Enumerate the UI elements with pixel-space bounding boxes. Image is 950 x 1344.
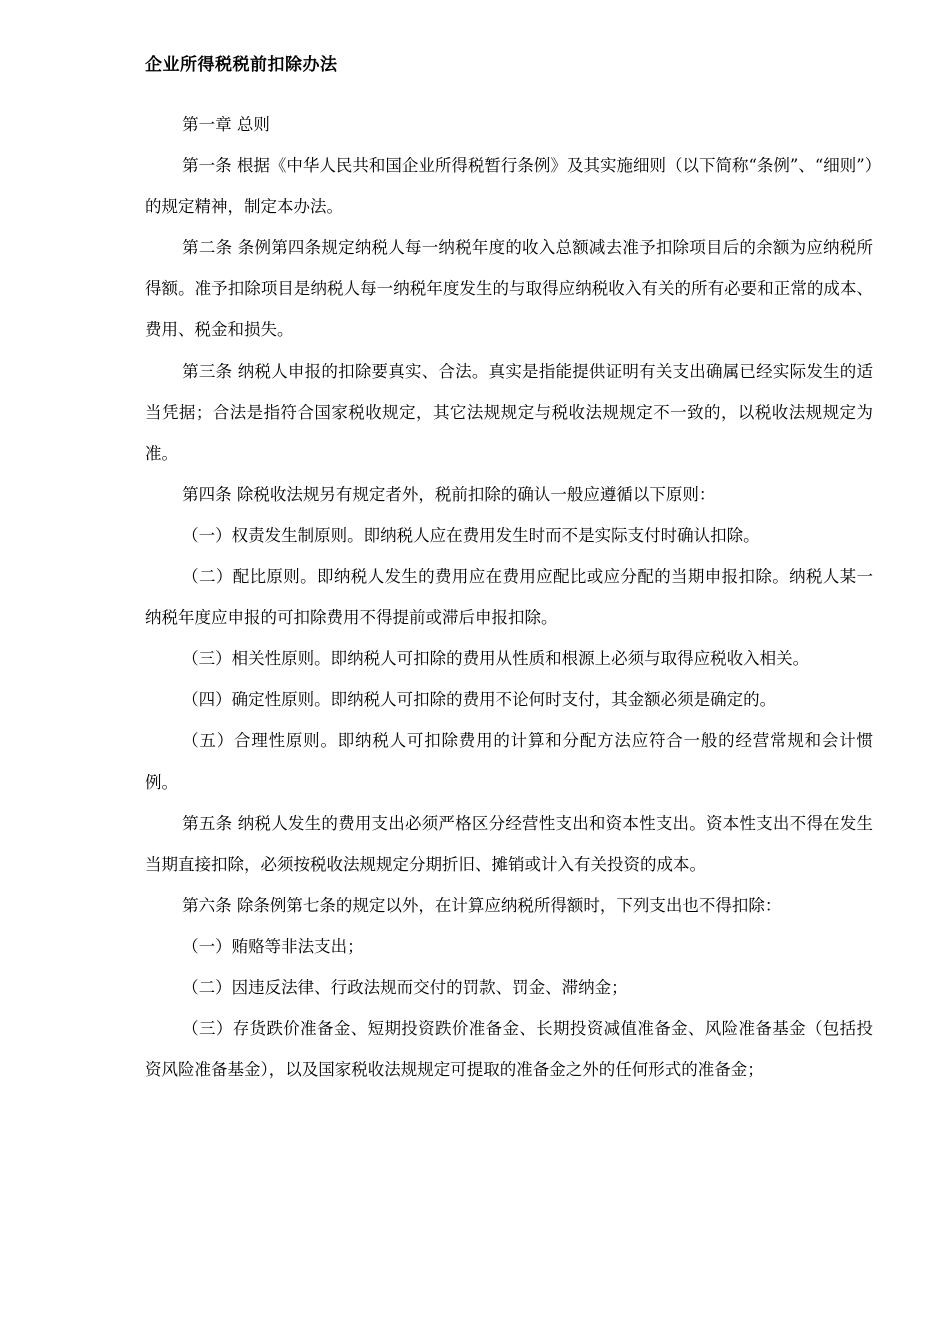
article-4-item-3: （三）相关性原则。即纳税人可扣除的费用从性质和根源上必须与取得应税收入相关。 (182, 649, 810, 669)
document-body (145, 104, 873, 1090)
article-6-item-3: （三）存货跌价准备金、短期投资跌价准备金、长期投资减值准备金、风险准备基金（包括投资风险准备基金），以及国家税收法规规定可提取的准备金之外的任何形式的准备金； (145, 1019, 873, 1080)
article-6-item-2: （二）因违反法律、行政法规而交付的罚款、罚金、滞纳金； (182, 977, 628, 997)
document-title: 企业所得税税前扣除办法 (145, 55, 338, 75)
article-2: 第二条 条例第四条规定纳税人每一纳税年度的收入总额减去准予扣除项目后的余额为应纳税所得额。准予扣除项目是纳税人每一纳税年度发生的与取得应纳税收入有关的所有必要和正常的成本、费用、税金和损失。 (145, 238, 873, 340)
article-4: 第四条 除税收法规另有规定者外，税前扣除的确认一般应遵循以下原则： (182, 484, 716, 504)
article-3: 第三条 纳税人申报的扣除要真实、合法。真实是指能提供证明有关支出确属已经实际发生的适当凭据；合法是指符合国家税收规定，其它法规规定与税收法规规定不一致的，以税收法规规定为准。 (145, 361, 873, 463)
article-6: 第六条 除条例第七条的规定以外，在计算应纳税所得额时，下列支出也不得扣除： (182, 895, 782, 915)
chapter-heading: 第一章 总则 (182, 115, 270, 134)
article-4-item-2: （二）配比原则。即纳税人发生的费用应在费用应配比或应分配的当期申报扣除。纳税人某一纳税年度应申报的可扣除费用不得提前或滞后申报扣除。 (145, 567, 873, 628)
article-4-item-1: （一）权责发生制原则。即纳税人应在费用发生时而不是实际支付时确认扣除。 (182, 525, 760, 545)
article-4-item-4: （四）确定性原则。即纳税人可扣除的费用不论何时支付，其金额必须是确定的。 (182, 690, 777, 710)
article-6-item-1: （一）贿赂等非法支出； (182, 936, 364, 956)
article-5: 第五条 纳税人发生的费用支出必须严格区分经营性支出和资本性支出。资本性支出不得在发生当期直接扣除，必须按税收法规规定分期折旧、摊销或计入有关投资的成本。 (145, 813, 873, 874)
article-4-item-5: （五）合理性原则。即纳税人可扣除费用的计算和分配方法应符合一般的经营常规和会计惯例。 (145, 731, 873, 792)
article-1: 第一条 根据《中华人民共和国企业所得税暂行条例》及其实施细则（以下简称“条例”、“细则”）的规定精神，制定本办法。 (145, 156, 873, 217)
